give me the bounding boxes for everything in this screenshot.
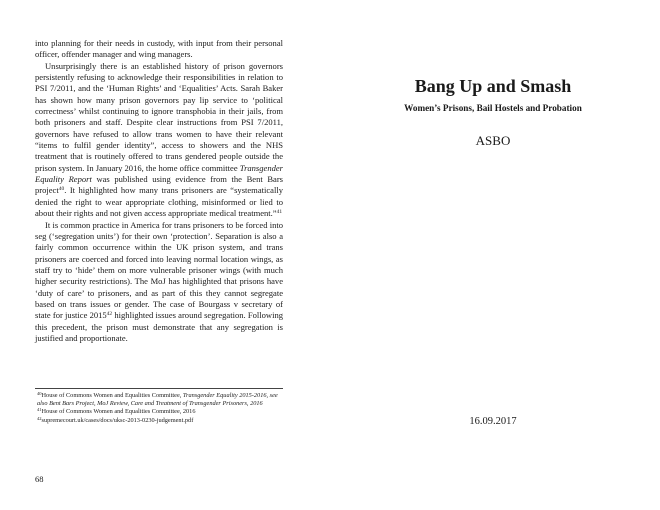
paragraph-2	[35, 61, 283, 220]
book-title: Bang Up and Smash	[414, 76, 572, 96]
paragraph-3-text-a: It is common practice in America for trans prisoners to be forced into seg (‘segregation units’) for their own ‘protection’. Separation is also a fairly common occurrence within the UK prison system, and trans prisoners are coerced and forced into leaving normal location wings, as staff try to ‘hide’ them on more vulnerable prisoner wings (with much higher security restrictions). The MoJ has highlighted that prisons have ‘duty of care’ to prisoners, and as part of this they cannot segregate based on trans issues or gender. The case of Bourgass v secretary of state for justice 2015	[35, 219, 283, 321]
footnote-ref-41[interactable]: 41	[276, 209, 283, 216]
footnote-number: 40	[37, 391, 42, 396]
footnote-40	[35, 392, 283, 408]
footnote-number: 42	[37, 415, 42, 421]
paragraph-3	[35, 220, 283, 345]
footnote-link-text[interactable]: supremecourt.uk/cases/docs/uksc-2013-0230-judgement.pdf	[41, 416, 194, 424]
report-title: Transgender Equality Report	[35, 162, 283, 185]
publication-date: 16.09.2017	[469, 416, 517, 427]
footnotes	[35, 388, 283, 425]
author-name: ASBO	[475, 133, 511, 148]
page-number: 68	[35, 474, 44, 484]
footnote-text: House of Commons Women and Equalities Committee,	[41, 392, 183, 399]
footnote-ref-42[interactable]: 42	[106, 311, 113, 318]
left-page-body	[35, 38, 283, 344]
footnote-ref-40[interactable]: 40	[58, 186, 65, 193]
footnote-42	[35, 417, 283, 425]
paragraph-1: into planning for their needs in custody, with input from their personal officer, offender manager and wing managers.	[35, 38, 283, 60]
paragraph-2-text-a: Unsurprisingly there is an established history of prison governors persistently refusing to acknowledge their responsibilities in relation to PSI 7/2011, and the ‘Human Rights’ and ‘Equalities’ Acts. Sarah Baker has shown how many prison governors pay lip service to ‘political correctness’ whilst continuing to ignore transphobia in their jails, from both prisoners and staff. Despite clear instructions from PSI 7/2011, governors have refused to allow trans women to have their relevant “items to fulfil gender identity”, access to showers and the NHS treatment that is routinely offered to trans gendered people outside the prison system. In January 2016, the home office committee	[35, 60, 283, 173]
paragraph-2-text-c: . It highlighted how many trans prisoners are “systematically denied the right to wear appropriate clothing, misinformed or lied to about their rights and not given access appropriate medical treatment.”	[35, 185, 283, 219]
footnote-text: House of Commons Women and Equalities Committee, 2016	[41, 408, 196, 416]
footnote-italic-text: Transgender Equality 2015-2016, see also Bent Bars Project, MoJ Review, Care and Treatment of Transgender Prisoners, 2016	[37, 392, 278, 408]
footnote-41	[35, 408, 283, 416]
paragraph-2-text-b: was published using evidence from the Bent Bars project	[35, 174, 283, 196]
footnote-number: 41	[37, 407, 42, 413]
paragraph-3-text-b: highlighted issues around segregation. Following this precedent, the prison must demonstrate that any segregation is justified and proportionate.	[35, 310, 283, 343]
book-subtitle: Women’s Prisons, Bail Hostels and Probation	[404, 103, 582, 113]
